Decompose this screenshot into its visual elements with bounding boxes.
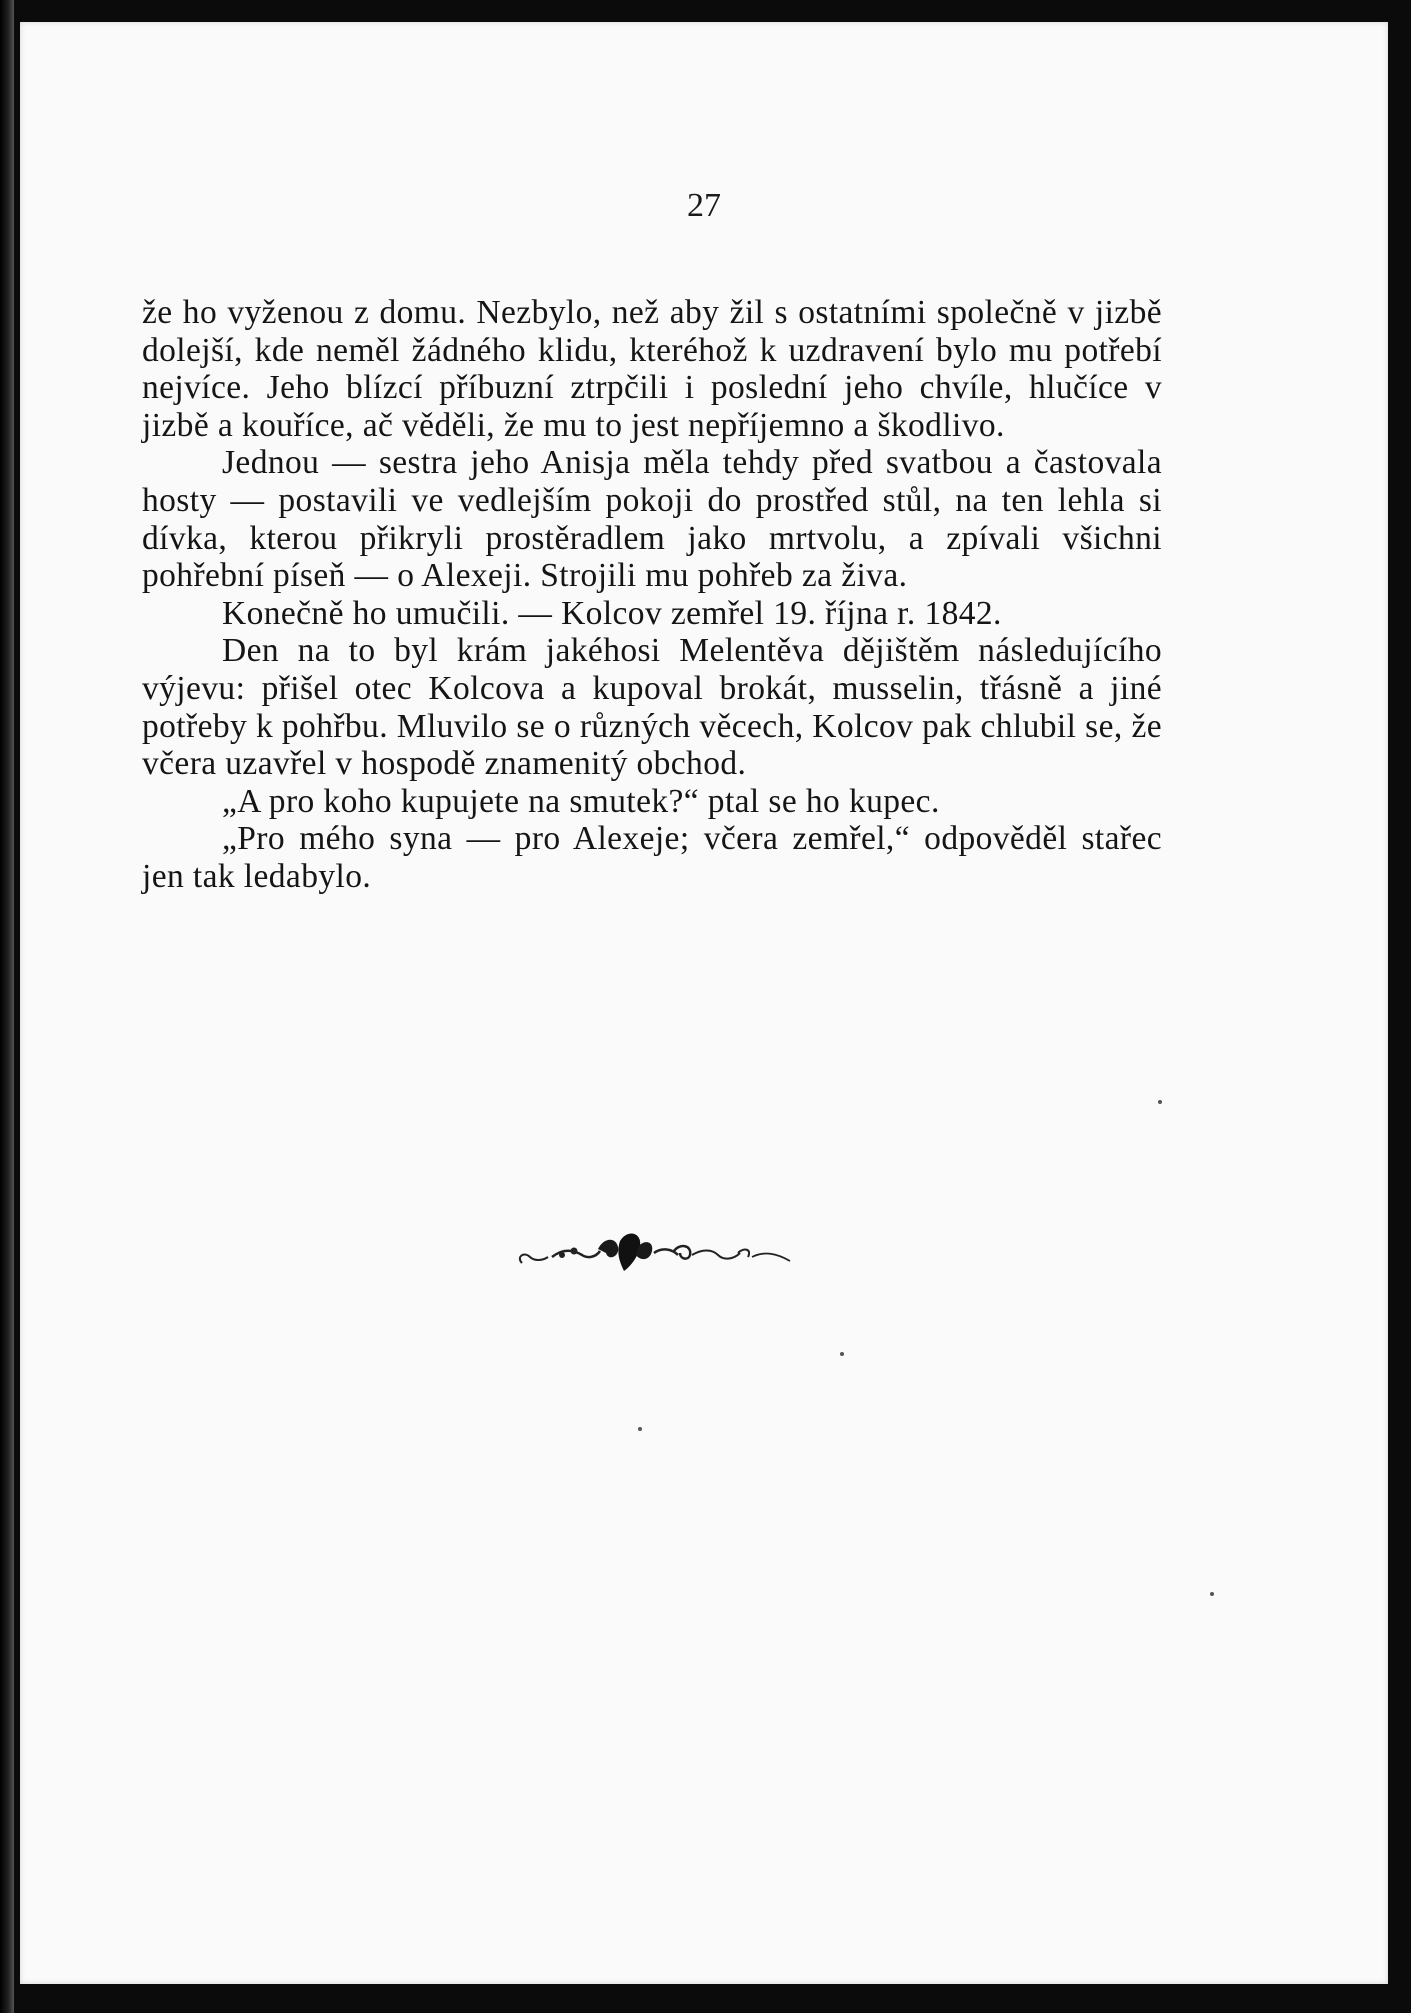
paper-speck [840, 1352, 844, 1356]
scan-left-edge [0, 0, 14, 2013]
paragraph-5: „A pro koho kupujete na smutek?“ ptal se ho kupec. [222, 782, 940, 820]
paper-speck [638, 1427, 642, 1431]
page-number: 27 [687, 187, 721, 224]
paper-speck [1158, 1100, 1162, 1104]
ornament-vignette-icon [512, 1227, 802, 1277]
paper-speck [1210, 1592, 1214, 1596]
paragraph-4: Den na to byl krám jakéhosi Melentěva dějištěm následujícího výjevu: přišel otec Kolcova a kupoval brokát, musselin, třásně a jiné potřeby k pohřbu. Mluvilo se o různých věcech, Kolcov pak chlubil se, že včera uzavřel v hospodě znamenitý obchod. [142, 632, 1162, 783]
paragraph-1: že ho vyženou z domu. Nezbylo, než aby žil s ostatními společně v jizbě dolejší, kde neměl žádného klidu, kteréhož k uzdravení bylo mu potřebí nejvíce. Jeho blízcí příbuzní ztrpčili i poslední jeho chvíle, hlučíce v jizbě a kouříce, ač věděli, že mu to jest nepříjemno a škodlivo. [142, 294, 1162, 444]
paragraph-3: Konečně ho umučili. — Kolcov zemřel 19. října r. 1842. [222, 594, 1002, 632]
book-page [20, 22, 1388, 1984]
body-text [142, 294, 1162, 896]
paragraph-2: Jednou — sestra jeho Anisja měla tehdy před svatbou a častovala hosty — postavili ve vedlejším pokoji do prostřed stůl, na ten lehla si dívka, kterou přikryli prostěradlem jako mrtvolu, a zpívali všichni pohřební píseň — o Alexeji. Strojili mu pohřeb za živa. [142, 444, 1162, 595]
paragraph-6: „Pro mého syna — pro Alexeje; včera zemřel,“ odpověděl stařec jen tak ledabylo. [142, 820, 1162, 895]
